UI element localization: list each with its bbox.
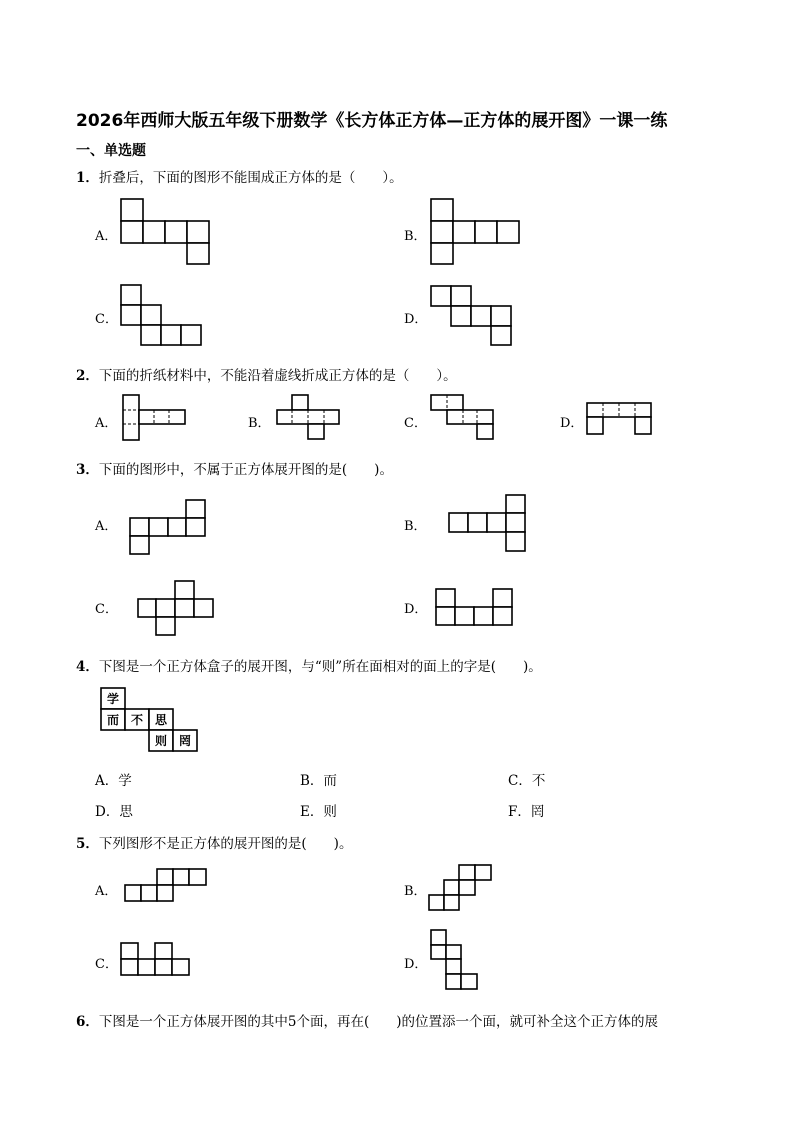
section-heading: 一、单选题 — [76, 143, 146, 159]
option-a-label: A． — [95, 229, 118, 244]
cube-net-figure-1d — [430, 285, 516, 347]
option-d-label: D． — [404, 957, 428, 972]
page-title: 2026年西师大版五年级下册数学《长方体正方体—正方体的展开图》一课一练 — [76, 111, 668, 131]
option-d-label: D． — [560, 416, 584, 431]
question-3 — [76, 458, 393, 478]
option-a-label: A． — [95, 416, 118, 431]
option-b-label: B． — [404, 229, 427, 244]
answer-option-d: D．思 — [95, 804, 133, 820]
cube-net-figure-1a — [120, 198, 212, 266]
cube-net-figure-2a — [122, 394, 188, 442]
option-c-label: C． — [95, 602, 118, 617]
cube-net-figure-2c — [430, 394, 496, 442]
net-face-char: 不 — [130, 713, 144, 727]
question-number: 5． — [76, 836, 99, 852]
question-text: 下面的折纸材料中，不能沿着虚线折成正方体的是（ ）。 — [98, 368, 457, 384]
question-number: 4． — [76, 659, 99, 675]
cube-net-figure-1c — [120, 284, 206, 348]
question-6 — [76, 1010, 658, 1030]
net-face-char: 罔 — [178, 734, 192, 748]
question-text: 下图是一个正方体展开图的其中5个面，再在( )的位置添一个面，就可补全这个正方体的展 — [98, 1014, 659, 1030]
cube-net-figure-5a — [124, 868, 210, 904]
cube-net-figure-2d — [586, 402, 654, 436]
answer-option-c: C．不 — [508, 773, 546, 789]
cube-net-figure-5c — [120, 942, 192, 978]
question-2 — [76, 364, 457, 384]
answer-option-a: A．学 — [95, 773, 132, 789]
option-b-label: B． — [404, 519, 427, 534]
cube-net-figure-5b — [428, 864, 496, 912]
cube-net-figure-3b — [448, 494, 528, 554]
answer-option-e: E．则 — [300, 804, 337, 820]
question-text: 下图是一个正方体盒子的展开图，与“则”所在面相对的面上的字是( )。 — [98, 659, 542, 675]
question-5 — [76, 832, 352, 852]
option-a-label: A． — [95, 519, 118, 534]
cube-net-figure-3d — [435, 588, 515, 628]
option-c-label: C． — [95, 957, 118, 972]
question-number: 2． — [76, 368, 99, 384]
answer-option-b: B．而 — [300, 773, 337, 789]
option-c-label: C． — [404, 416, 427, 431]
question-text: 下面的图形中，不属于正方体展开图的是( )。 — [98, 462, 393, 478]
question-1 — [76, 166, 403, 186]
question-number: 3． — [76, 462, 99, 478]
option-d-label: D． — [404, 312, 428, 327]
cube-net-figure-3a — [129, 499, 209, 557]
cube-net-figure-3c — [137, 580, 217, 638]
option-a-label: A． — [95, 884, 118, 899]
net-face-char: 而 — [106, 713, 120, 727]
cube-net-figure-1b — [430, 198, 522, 266]
question-text: 下列图形不是正方体的展开图的是( )。 — [98, 836, 353, 852]
cube-net-figure-2b — [276, 394, 342, 442]
cube-net-figure-5d — [430, 929, 482, 993]
net-face-char: 则 — [154, 734, 168, 748]
option-c-label: C． — [95, 312, 118, 327]
question-text: 折叠后，下面的图形不能围成正方体的是（ ）。 — [98, 170, 403, 186]
question-4 — [76, 655, 542, 675]
answer-option-f: F．罔 — [508, 804, 545, 820]
question-number: 1． — [76, 170, 99, 186]
net-face-char: 思 — [154, 713, 168, 727]
option-b-label: B． — [404, 884, 427, 899]
option-b-label: B． — [248, 416, 271, 431]
question-number: 6． — [76, 1014, 99, 1030]
net-face-char: 学 — [106, 692, 120, 706]
option-d-label: D． — [404, 602, 428, 617]
labeled-cube-net — [100, 687, 200, 755]
